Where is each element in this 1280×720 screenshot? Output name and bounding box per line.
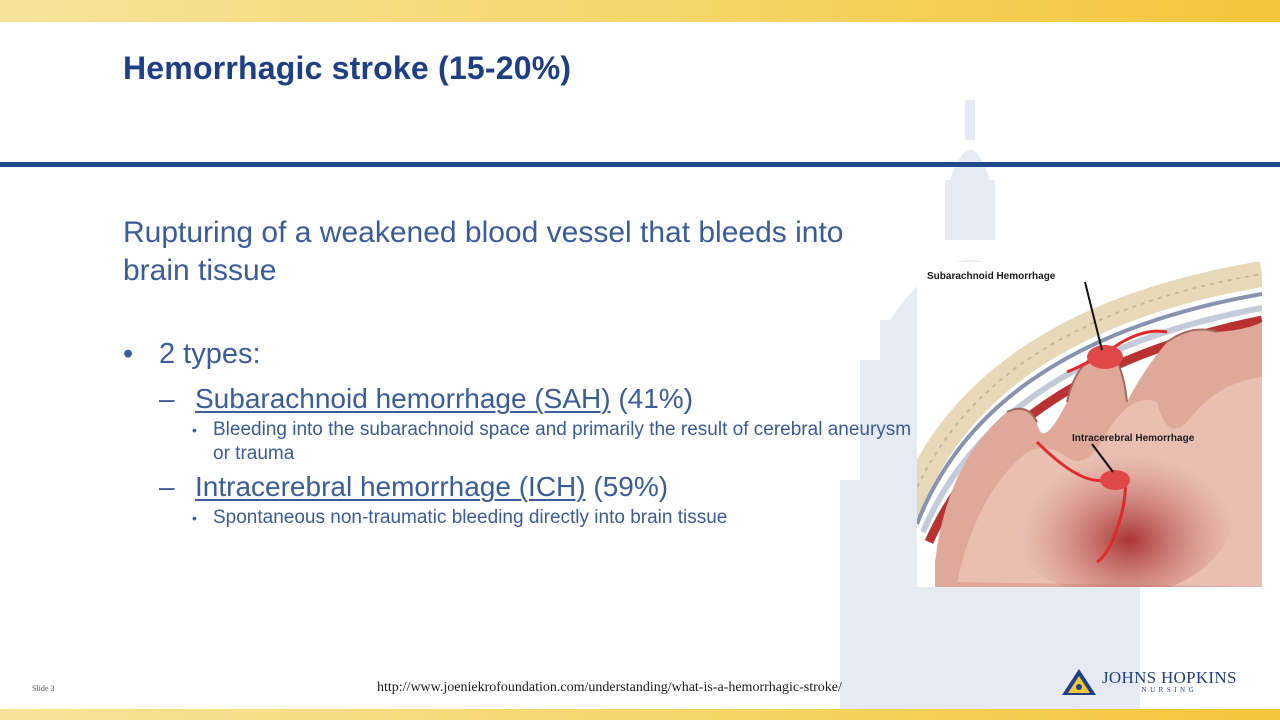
dash-marker: – <box>159 383 175 414</box>
slide-number: Slide 3 <box>32 684 55 693</box>
bullet-marker: • <box>123 338 134 370</box>
bullet-ich <box>123 470 913 504</box>
ich-detail-text: Spontaneous non-traumatic bleeding directly into brain tissue <box>213 507 728 528</box>
ich-percent: (59%) <box>585 471 669 502</box>
sah-detail <box>123 418 913 466</box>
sah-detail-text: Bleeding into the subarachnoid space and primarily the result of cerebral aneurysm or trauma <box>213 419 912 464</box>
bullet-types <box>123 336 913 372</box>
figure-label-subarachnoid: Subarachnoid Hemorrhage <box>927 271 1056 282</box>
ich-link[interactable]: Intracerebral hemorrhage (ICH) <box>195 471 586 502</box>
logo-sub: NURSING <box>1141 686 1198 694</box>
slide-title: Hemorrhagic stroke (15-20%) <box>123 50 572 86</box>
brain-hemorrhage-illustration <box>917 262 1262 587</box>
lead-statement: Rupturing of a weakened blood vessel that bleeds into brain tissue <box>123 216 844 287</box>
dash-marker: – <box>159 471 175 502</box>
sub-bullet-marker: • <box>192 510 197 526</box>
top-accent-bar <box>0 0 1280 22</box>
sah-link[interactable]: Subarachnoid hemorrhage (SAH) <box>195 383 611 414</box>
shield-icon <box>1060 667 1098 697</box>
sah-percent: (41%) <box>610 383 694 414</box>
source-url[interactable]: http://www.joeniekrofoundation.com/understanding/what-is-a-hemorrhagic-stroke/ <box>377 680 842 695</box>
sub-bullet-marker: • <box>192 422 197 438</box>
brain-cross-section-image <box>917 262 1262 587</box>
johns-hopkins-logo <box>1060 666 1237 698</box>
figure-label-intracerebral: Intracerebral Hemorrhage <box>1072 433 1195 444</box>
bullet-sah <box>123 382 913 416</box>
bullet-list <box>123 336 913 530</box>
ich-detail <box>123 506 913 530</box>
title-divider <box>0 162 1280 167</box>
bottom-accent-bar <box>0 709 1280 720</box>
logo-name: JOHNS HOPKINS <box>1102 668 1237 687</box>
bullet-types-text: 2 types: <box>159 338 261 370</box>
